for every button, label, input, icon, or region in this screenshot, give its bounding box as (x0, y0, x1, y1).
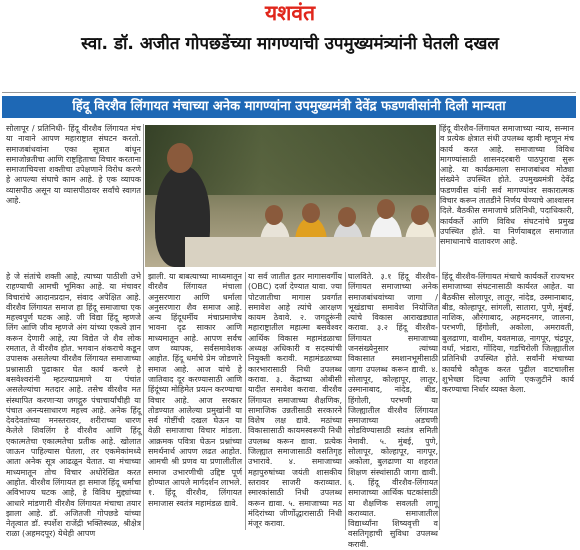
article-column-middle-b (248, 272, 342, 530)
article-column-middle-c (348, 272, 438, 549)
article-headline: स्वा. डॉ. अजीत गोपछडेंच्या मागण्याची उपमुख्यमंत्र्यांनी घेतली दखल (81, 34, 499, 54)
newspaper-masthead (0, 0, 580, 26)
column-divider (345, 272, 346, 530)
column-text: हिंदू वीरशैव-लिंगायत मंचाचे कार्यकर्ते राज्यभर समाजाच्या संघटनासाठी कार्यरत आहेत. या बैठकीस सोलापूर, लातूर, नांदेड, उस्मानाबाद, बीड, कोल्हापूर, सांगली, सातारा, पुणे, मुंबई, नाशिक, औरंगाबाद, अहमदनगर, जालना, परभणी, हिंगोली, अकोला, अमरावती, बुलढाणा, वाशीम, यवतमाळ, नागपूर, चंद्रपूर, वर्धा, भंडारा, गोंदिया, गडचिरोली जिल्ह्यातील प्रतिनिधी उपस्थित होते. सर्वांनी मंचाच्या कार्याचे कौतुक करत पुढील वाटचालीस शुभेच्छा दिल्या आणि एकजुटीने कार्य करण्याचा निर्धार व्यक्त केला. (442, 272, 574, 395)
event-photo (145, 125, 436, 267)
column-text: हे जे संतांचे शक्ती आहे, त्याच्या पाठीशी उभे राहण्याची आमची भूमिका आहे. या मंचावर विचारांचे आदानप्रदान, संवाद अपेक्षित आहे. वीरशैव लिंगायत समाज हा हिंदू समाजाचा एक महत्त्वपूर्ण घटक आहे. जी विद्या हिंदू म्हणजे लिंग आणि जीव म्हणजे अंग यांच्या एकत्वे ज्ञान करून देणारी आहे, त्या विद्येत जे शैव लोक रमतात, ते वीरशैव होत. भगवान शंकराचे कडून उपासक असलेल्या वीरशैव लिंगायत समाजाच्या प्रश्नासाठी पुढाकार घेत कार्य करणे हे बसवेश्वरांनी म्हटल्याप्रमाणे या पंचांत असलेल्यांचा मतदार आहे. तसेच वीरशैव मत संस्थापित करणाऱ्या जगद्गुरु पंचाचार्यांचीही या पंचात अनन्यसाधारण महत्त्व आहे. अनेक हिंदू देवदेवतांच्या मनस्तरावर, शरीराच्या धारण केलेले शिवलिंग हे वीरशैव आणि हिंदू एकात्मतेचा एकात्मतेचा प्रतीक आहे. खोलात जाऊन पाहिल्यास घेतला, तर एकमेकांमध्ये आता अनेक सूत्र आढळून येतात. या मंचाच्या माध्यमातून तोच विचार अधोरेखित करत आहोत. वीरशैव लिंगायत हा समाज हिंदू धर्माचा अविभाज्य घटक आहे, हे विविध मुद्द्यांच्या आधारे मांडणारी वीरशैव लिंगायत मंचाचा तयार झाला आहे. डॉ. अजितजी गोपछडे यांच्या नेतृत्वात डॉ. स्पर्शेश राजेंद्री भक्तिस्थळ, श्रीक्षेत्र राळा (अहमदपूर) येथेही आपण (6, 272, 141, 539)
column-text: या सर्व जातीत इतर मागासवर्गीय (OBC) दर्जा देण्यात यावा. ज्या पोटजातीचा मागास प्रवर्गात समावेश आहे त्यांचे आरक्षण कायम ठेवावे. २. जगद्गुरूंनी महाराष्ट्रातील महात्मा बसवेश्वर आर्थिक विकास महामंडळाचा अध्यक्ष अधिकारी व सदस्यांची नियुक्ती करावी. महामंडळाच्या कारभारासाठी निधी उपलब्ध करावा. ३. केंद्राच्या ओबीसी यादीत समावेश करावा. वीरशैव लिंगायत समाजाच्या शैक्षणिक, सामाजिक उन्नतीसाठी सरकारने विशेष लक्ष द्यावे. मठांच्या विकासासाठी कायमस्वरूपी निधी उपलब्ध करून द्यावा. प्रत्येक जिल्ह्यात समाजासाठी वसतिगृह उभारावे. ४. समाजाच्या महापुरुषांच्या जयंती शासकीय स्तरावर साजरी कराव्यात. स्मारकांसाठी निधी उपलब्ध करून द्यावा. ५. समाजाच्या मठ मंदिरांच्या जीर्णोद्धारासाठी निधी मंजूर करावा. (248, 272, 342, 529)
speaker-head (167, 143, 193, 173)
seated-guest-head-1 (265, 205, 283, 225)
column-divider (245, 272, 246, 530)
headline-divider (2, 92, 576, 93)
masthead-title: यशवंत (264, 0, 316, 25)
column-text: हिंदू वीरशैव-लिंगायत समाजाच्या न्याय, सन्मान व प्रत्येक क्षेत्रात संधी उपलब्ध व्हावी म्हणून मंच कार्य करत आहे. समाजाच्या विविध मागण्यांसाठी शासनदरबारी पाठपुरावा सुरू आहे. या कार्यक्रमाला समाजबांधव मोठ्या संख्येने उपस्थित होते. उपमुख्यमंत्री देवेंद्र फडणवीस यांनी सर्व मागण्यांवर सकारात्मक विचार करून तातडीने निर्णय घेण्याचे आश्वासन दिले. बैठकीस समाजाचे प्रतिनिधी, पदाधिकारी, कार्यकर्ते आणि विविध संघटनांचे प्रमुख उपस्थित होते. या निर्णयाबद्दल समाजात समाधानाचे वातावरण आहे. (440, 124, 574, 247)
seated-guest-head-2 (302, 203, 320, 223)
seated-guest-head-5 (411, 205, 429, 225)
article-column-left (6, 272, 141, 539)
article-column-right (442, 272, 574, 530)
column-text: सोलापूर / प्रतिनिधी- हिंदू वीरशैव लिंगायत मंच या नावाने आपण महाराष्ट्रात संघटन करतो. समाजबांधवांना एका सूत्रात बांधून समाजोन्नतीचा आणि राष्ट्रहिताचा विचार करताना समाजाचियत्ता शक्तीचा उपेक्षणाने विरोध करणे हे आपल्या संघाचे काम आहे. हे एक व्यापक व्यासपीठ असून या व्यासपीठावर सर्वांचे स्वागत आहे. (6, 124, 141, 206)
article-column-top-right (440, 124, 574, 274)
seated-guest-head-3 (338, 207, 356, 227)
column-divider (439, 124, 440, 530)
article-column-middle-a (148, 272, 242, 530)
article-column-top-left (6, 124, 141, 274)
column-text: झाली. या बाबत्याच्या माध्यमातून वीरशैव लिंगायत मंचाला अनुसरणारा आणि धर्माला अनुसरणारा शैव समाज आहे. अन्य हिंदूधर्मीय मंचाप्रमाणेच भावना दृढ साकार आणि माध्यमातून आहे. आपण सर्वच जण व्यापक, सर्वसमावेशक आहोत. हिंदू धर्माचे प्रेम जोडणारे समाज आहे. आज यांचे हे जातिवाद दूर करण्यासाठी आणि हिंदूंच्या मोहिमेत प्रयत्न करण्याचा विचार आहे. आज सरकार तोडण्यात आलेल्या प्रमुखांनी या सर्व गोष्टींची दखल घेऊन या वेळी समाजाचा विचार मांडला. आक्रमक पवित्रा घेऊन प्रश्नांच्या समर्थनार्थ आपण लढत आहोत. आमची श्री प्रणव या प्रणालीतील समाज उभारणीची उद्दिष्ट पूर्ण होण्यात आपले मार्गदर्शन लाभले. १. हिंदू वीरशैव, लिंगायत समाजास स्वतंत्र महामंडळ द्यावे. (148, 272, 242, 508)
seated-guest-head-4 (377, 199, 395, 219)
article-lead-strip (12, 62, 568, 92)
column-text: घालविते. ३.१ हिंदू वीरशैव-लिंगायत समाजाच्या अनेक समाजबांधवांच्या जागा / भूखंडाचा समावेश नियोजित त्यांचे विकास आराखड्यात करावा. ३.२ हिंदू वीरशैव-लिंगायत समाजाच्या जनसंख्येनुसार त्यांच्या विकासात स्मशानभूमीसाठी जागा उपलब्ध करून द्यावी. ४. सोलापूर, कोल्हापूर, लातूर, उस्मानाबाद, नांदेड, बीड, हिंगोली, परभणी या जिल्ह्यातील वीरशैव लिंगायत समाजाच्या अडचणी सोडविण्यासाठी स्वतंत्र समिती नेमावी. ५. मुंबई, पुणे, सोलापूर, कोल्हापूर, नागपूर, अकोला, बुलढाणा या शहरात शिक्षण संस्थांसाठी जागा द्यावी. ६. हिंदू वीरशैव-लिंगायत समाजाच्या आर्थिक घटकांसाठी या शैक्षणिक सवलती लागू कराव्यात. समाजातील विद्यार्थ्यांना शिष्यवृत्ती व वसतिगृहाची सुविधा उपलब्ध करावी. (348, 272, 438, 549)
stage-table (185, 237, 436, 267)
column-divider (143, 124, 144, 530)
article-subheadline: हिंदू विरशैव लिंगायत मंचाच्या अनेक मागण्यांना उपमुख्यमंत्री देवेंद्र फडणवीसांनी दिली मान्यता (2, 96, 576, 118)
